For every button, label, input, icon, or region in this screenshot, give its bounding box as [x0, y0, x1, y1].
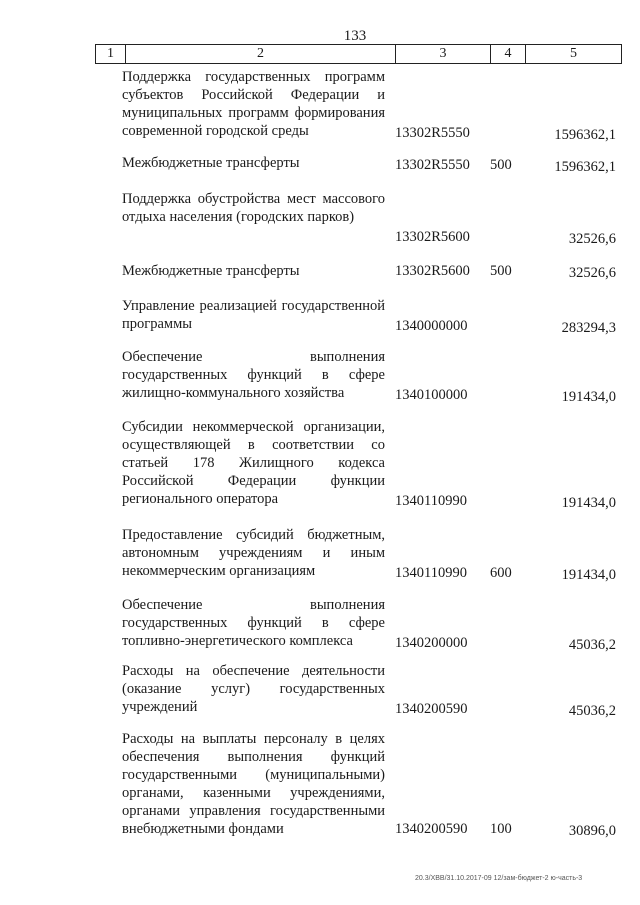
row-amount: 1596362,1 — [554, 159, 616, 175]
row-description: Обеспечение выполнения государственных функций в сфере топливно-энергетического комплекса — [122, 597, 385, 649]
document-footer: 20.3/XВВ/31.10.2017-09 12/зам-бюджет-2 ю-часть-3 — [415, 875, 583, 882]
row-amount: 45036,2 — [568, 703, 616, 719]
row-expense-type: 500 — [490, 263, 512, 279]
header-col-2: 2 — [126, 45, 396, 63]
row-code: 13302R5550 — [395, 157, 470, 173]
header-col-5: 5 — [570, 46, 577, 61]
row-code: 1340200590 — [395, 821, 468, 837]
row-description: Субсидии некоммерческой организации, осуществляющей в соответствии со статьей 178 Жилищного кодекса Российской Федерации функции регионального оператора — [122, 419, 385, 507]
row-description: Управление реализацией государственной программы — [122, 298, 385, 332]
row-amount: 191434,0 — [561, 495, 616, 511]
row-code: 1340110990 — [395, 565, 467, 581]
row-code: 1340200000 — [395, 635, 468, 651]
row-amount: 191434,0 — [561, 567, 616, 583]
row-expense-type: 100 — [490, 821, 512, 837]
header-col-3: 3 — [396, 45, 491, 63]
row-code: 1340200590 — [395, 701, 468, 717]
page-number: 133 — [343, 28, 367, 44]
row-expense-type: 600 — [490, 565, 512, 581]
row-amount: 32526,6 — [568, 231, 616, 247]
row-description: Межбюджетные трансферты — [122, 155, 300, 171]
row-amount: 32526,6 — [568, 265, 616, 281]
row-description: Предоставление субсидий бюджетным, автономным учреждениям и иным некоммерческим организациям — [122, 527, 385, 579]
row-code: 13302R5600 — [395, 263, 470, 279]
row-description: Поддержка государственных программ субъектов Российской Федерации и муниципальных программ формирования современной городской среды — [122, 69, 385, 139]
row-amount: 45036,2 — [568, 637, 616, 653]
row-code: 1340000000 — [395, 318, 468, 334]
header-col-1: 1 — [96, 45, 126, 63]
row-amount: 283294,3 — [561, 320, 616, 336]
row-code: 1340110990 — [395, 493, 467, 509]
row-expense-type: 500 — [490, 157, 512, 173]
header-col-4: 4 — [491, 45, 526, 63]
row-description: Обеспечение выполнения государственных функций в сфере жилищно-коммунального хозяйства — [122, 349, 385, 401]
row-description: Расходы на обеспечение деятельности (оказание услуг) государственных учреждений — [122, 663, 385, 715]
row-code: 13302R5600 — [395, 229, 470, 245]
row-amount: 191434,0 — [561, 389, 616, 405]
row-code: 13302R5550 — [395, 125, 470, 141]
row-amount: 30896,0 — [568, 823, 616, 839]
row-description: Поддержка обустройства мест массового отдыха населения (городских парков) — [122, 191, 385, 225]
row-code: 1340100000 — [395, 387, 468, 403]
row-description: Межбюджетные трансферты — [122, 263, 300, 279]
row-description: Расходы на выплаты персоналу в целях обеспечения выполнения функций государственными (муниципальными) органами, казенными учреждениями, органами управления государственными внебюджетными фондами — [122, 731, 385, 837]
row-amount: 1596362,1 — [554, 127, 616, 143]
